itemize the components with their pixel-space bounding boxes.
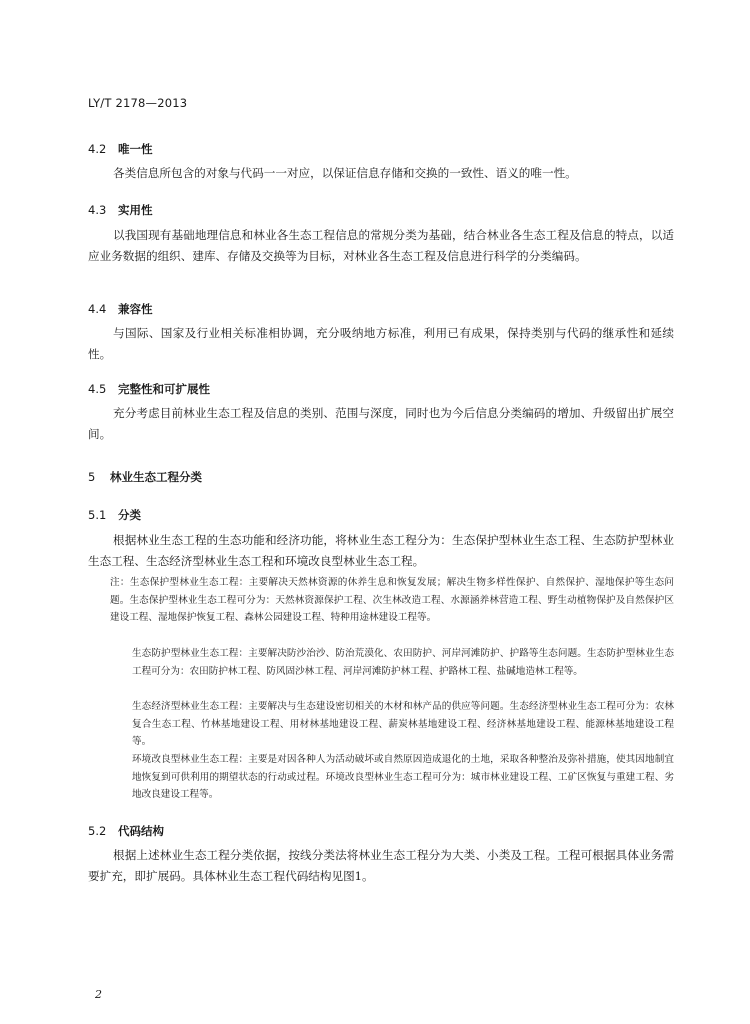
section-heading-4-2 — [88, 141, 153, 157]
note-4: 环境改良型林业生态工程：主要是对因各种人为活动破坏或自然原因造成退化的土地，采取各种整治及弥补措施，使其因地制宜地恢复到可供利用的期望状态的行动或过程。环境改良型林业生态工程可分为：城市林业建设工程、工矿区恢复与重建工程、劣地改良建设工程等。 — [132, 754, 674, 800]
standard-code: LY/T 2178—2013 — [88, 96, 188, 110]
section-heading-4-4 — [88, 301, 153, 317]
paragraph-5-2: 根据上述林业生态工程分类依据，按线分类法将林业生态工程分为大类、小类及工程。工程可根据具体业务需要扩充，即扩展码。具体林业生态工程代码结构见图1。 — [88, 848, 674, 883]
section-title: 完整性和可扩展性 — [118, 382, 210, 396]
section-number: 4.4 — [88, 302, 107, 316]
paragraph-4-4: 与国际、国家及行业相关标准相协调，充分吸纳地方标准，利用已有成果，保持类别与代码的继承性和延续性。 — [88, 326, 674, 361]
paragraph-4-3: 以我国现有基础地理信息和林业各生态工程信息的常规分类为基础，结合林业各生态工程及信息的特点，以适应业务数据的组织、建库、存储及交换等为目标，对林业各生态工程及信息进行科学的分类编码。 — [88, 228, 674, 263]
section-title: 林业生态工程分类 — [110, 470, 202, 484]
section-number: 4.5 — [88, 382, 107, 396]
section-number: 5.2 — [88, 824, 107, 838]
section-heading-5-1 — [88, 507, 141, 523]
paragraph-5-1: 根据林业生态工程的生态功能和经济功能，将林业生态工程分为：生态保护型林业生态工程、生态防护型林业生态工程、生态经济型林业生态工程和环境改良型林业生态工程。 — [88, 533, 674, 568]
paragraph-4-2: 各类信息所包含的对象与代码一一对应，以保证信息存储和交换的一致性、语义的唯一性。 — [113, 166, 577, 180]
section-title: 实用性 — [118, 203, 153, 217]
note-label: 注： — [110, 577, 130, 588]
note-3: 生态经济型林业生态工程：主要解决与生态建设密切相关的木材和林产品的供应等问题。生态经济型林业生态工程可分为：农林复合生态工程、竹林基地建设工程、用材林基地建设工程、薪炭林基地建设工程、经济林基地建设工程、能源林基地建设工程等。 — [132, 701, 674, 747]
section-title: 唯一性 — [118, 142, 153, 156]
section-heading-4-5 — [88, 381, 210, 397]
note-text: 生态保护型林业生态工程：主要解决天然林资源的休养生息和恢复发展；解决生物多样性保护、自然保护、湿地保护等生态问题。生态保护型林业生态工程可分为：天然林资源保护工程、次生林改造工程、水源涵养林营造工程、野生动植物保护及自然保护区建设工程、湿地保护恢复工程、森林公园建设工程、特种用途林建设工程等。 — [110, 577, 675, 623]
section-title: 兼容性 — [118, 302, 153, 316]
note-2: 生态防护型林业生态工程：主要解决防沙治沙、防治荒漠化、农田防护、河岸河滩防护、护路等生态问题。生态防护型林业生态工程可分为：农田防护林工程、防风固沙林工程、河岸河滩防护林工程、护路林工程、盐碱地造林工程等。 — [132, 648, 674, 677]
note-1 — [110, 574, 674, 627]
page-number: 2 — [95, 988, 102, 1001]
section-number: 5.1 — [88, 508, 107, 522]
section-number: 4.2 — [88, 142, 107, 156]
paragraph-4-5: 充分考虑目前林业生态工程及信息的类别、范围与深度，同时也为今后信息分类编码的增加、升级留出扩展空间。 — [88, 406, 674, 441]
section-title: 代码结构 — [118, 824, 164, 838]
section-heading-5 — [88, 469, 202, 485]
section-number: 4.3 — [88, 203, 107, 217]
section-title: 分类 — [118, 508, 141, 522]
section-heading-4-3 — [88, 202, 153, 218]
section-heading-5-2 — [88, 823, 164, 839]
section-number: 5 — [88, 470, 96, 484]
